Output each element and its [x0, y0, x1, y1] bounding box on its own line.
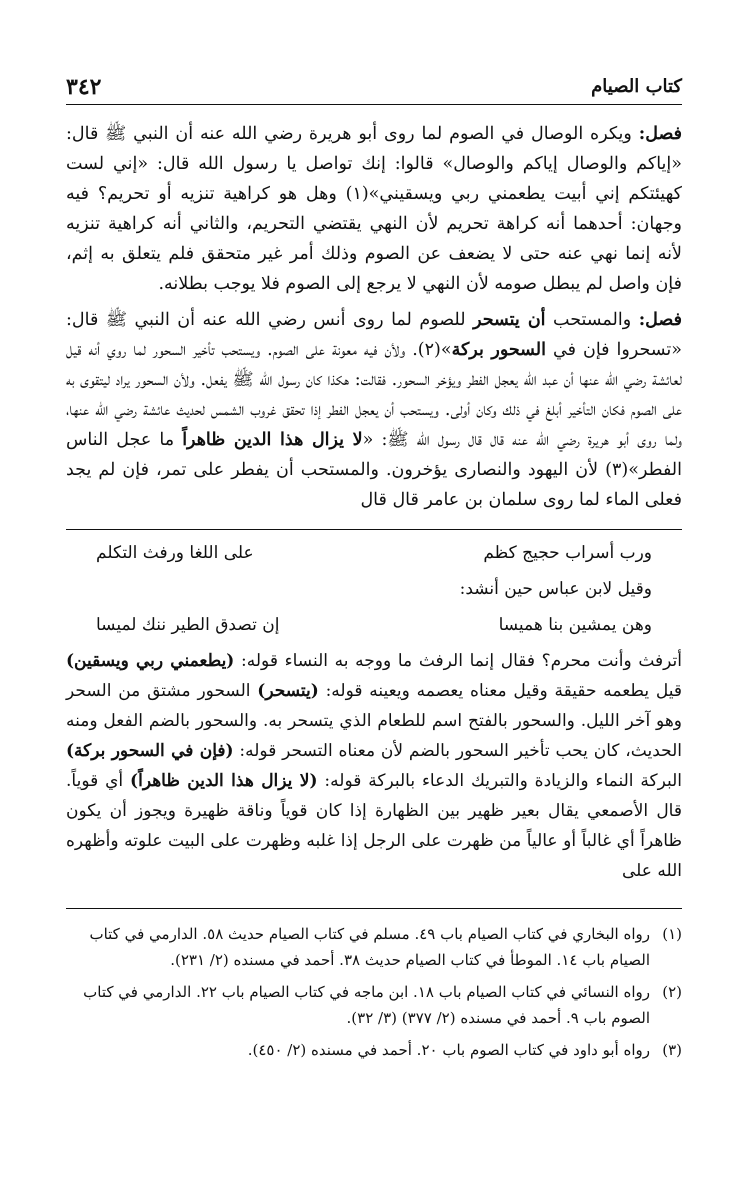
footnote-number: (١)	[662, 925, 682, 943]
footnote-rule	[66, 908, 682, 909]
section-label: فصل:	[638, 310, 682, 330]
bold-phrase: (لا يزال هذا الدين ظاهراً)	[130, 771, 318, 791]
commentary-text: السحور مشتق من السحر وهو آخر الليل. والسحور بالفتح اسم للطعام الذي يتسحر به. والسحور بالضم الفعل ومنه الحديث، كان يحب تأخير السحور بالضم لأن معناه التسحر قوله:	[66, 681, 683, 761]
footnotes	[66, 921, 682, 1063]
commentary-text: البركة النماء والزيادة والتبريك الدعاء بالبركة قوله:	[324, 771, 682, 791]
commentary-text: قيل يطعمه حقيقة وقيل معناه يعصمه ويعينه قوله:	[325, 681, 683, 701]
bold-phrase: السحور بركة	[451, 340, 546, 360]
poetry-verse	[96, 610, 652, 640]
verse-hemistich-left: على اللغا ورفث التكلم	[96, 543, 254, 563]
paragraph-text: والمستحب	[553, 310, 632, 330]
footnote-text: رواه أبو داود في كتاب الصوم باب ٢٠. أحمد في مسنده (٢/ ٤٥٠).	[247, 1041, 650, 1059]
page-number: ٣٤٢	[66, 74, 102, 100]
footnote-text: رواه البخاري في كتاب الصيام باب ٤٩. مسلم في كتاب الصيام حديث ٥٨. الدارمي في كتاب الصيام باب ١٤. الموطأ في كتاب الصيام حديث ٣٨. أحمد في مسنده (٢/ ٢٣١).	[89, 925, 650, 969]
paragraph-text: ما عجل الناس الفطر»(٣) لأن اليهود والنصارى يؤخرون. والمستحب أن يفطر على تمر، فإن لم يجد فعلى الماء لما روى سلمان بن عامر قال قال	[66, 430, 682, 510]
section-label: فصل:	[638, 124, 682, 144]
bold-phrase: أن يتسحر	[473, 310, 546, 330]
footnote-text: رواه النسائي في كتاب الصيام باب ١٨. ابن ماجه في كتاب الصيام باب ٢٢. الدارمي في كتاب الصوم باب ٩. أحمد في مسنده (٢/ ٣٧٧) (٣/ ٣٢).	[83, 983, 650, 1027]
bold-phrase: لا يزال هذا الدين ظاهراً	[182, 430, 363, 450]
footnote	[66, 979, 682, 1031]
poetry-verse	[96, 538, 652, 568]
book-page	[66, 70, 682, 1069]
bold-phrase: (يطعمني ربي ويسقين)	[66, 651, 235, 671]
commentary-line: وقيل لابن عباس حين أنشد:	[459, 579, 652, 599]
paragraph-text: ويكره الوصال في الصوم لما روى أبو هريرة رضي الله عنه أن النبي ﷺ قال: «إياكم والوصال إياكم والوصال» قالوا: إنك تواصل يا رسول الله قال: «إني لست كهيئتكم إني أبيت يطعمني ربي ويسقيني»(١) وهل هو كراهية تنزيه أو تحريم؟ فيه وجهان: أحدهما أنه كراهة تحريم لأن النهي يقتضي التحريم، والثاني أنه كراهية تنزيه لأنه إنما نهي عنه حتى لا يضعف عن الصوم وذلك أمر غير متحقق فلم يتعلق به إثم، فإن واصل لم يبطل صومه لأن النهي لا يرجع إلى الصوم فلا يوجب بطلانه.	[66, 124, 682, 294]
bold-phrase: (فإن في السحور بركة)	[66, 741, 234, 761]
commentary-text: أي قوياً. قال الأصمعي يقال بعير ظهير بين الظهارة إذا كان قوياً وناقة ظهيرة ويجوز أن يكون ظاهراً أي غالباً أو عالياً من ظهرت على الرجل إذا غلبه وظهرت على البيت علوته وأظهره الله على	[66, 771, 682, 881]
commentary	[66, 538, 682, 886]
paragraph-fasl-suhur	[66, 305, 682, 515]
footnote-number: (٢)	[662, 983, 682, 1001]
verse-hemistich-right: وهن يمشين بنا هميسا	[498, 615, 652, 635]
verse-hemistich-left: إن تصدق الطير ننك لميسا	[96, 615, 280, 635]
section-divider	[66, 529, 682, 530]
footnote	[66, 921, 682, 973]
footnote-number: (٣)	[662, 1041, 682, 1059]
paragraph-fasl-wisal	[66, 119, 682, 299]
commentary-text: أترفث وأنت محرم؟ فقال إنما الرفث ما ووجه به النساء قوله:	[241, 651, 682, 671]
paragraph-text: »(٢). ولأن فيه معونة على الصوم. ويستحب تأخير السحور لما روي أنه قيل لعائشة رضي الله عنها أن عبد الله يعجل الفطر ويؤخر السحور. فقالت: هكذا كان رسول الله ﷺ يفعل. ولأن السحور يراد ليتقوى به على الصوم فكان التأخير أبلغ في ذلك وكان أولى. ويستحب أن يعجل الفطر إذا تحقق غروب الشمس لحديث عائشة رضي الله عنها، ولما روى أبو هريرة رضي الله عنه قال قال رسول الله ﷺ: «	[66, 340, 682, 450]
bold-phrase: (يتسحر)	[257, 681, 319, 701]
running-title: كتاب الصيام	[591, 76, 682, 97]
paragraph-text: للصوم لما روى أنس رضي الله عنه أن النبي ﷺ قال: «تسحروا فإن في	[66, 310, 682, 360]
running-head	[66, 70, 682, 105]
commentary-paragraph	[66, 646, 682, 886]
main-text	[66, 119, 682, 515]
footnote	[66, 1037, 682, 1063]
verse-hemistich-right: ورب أسراب حجيج كظم	[483, 543, 652, 563]
